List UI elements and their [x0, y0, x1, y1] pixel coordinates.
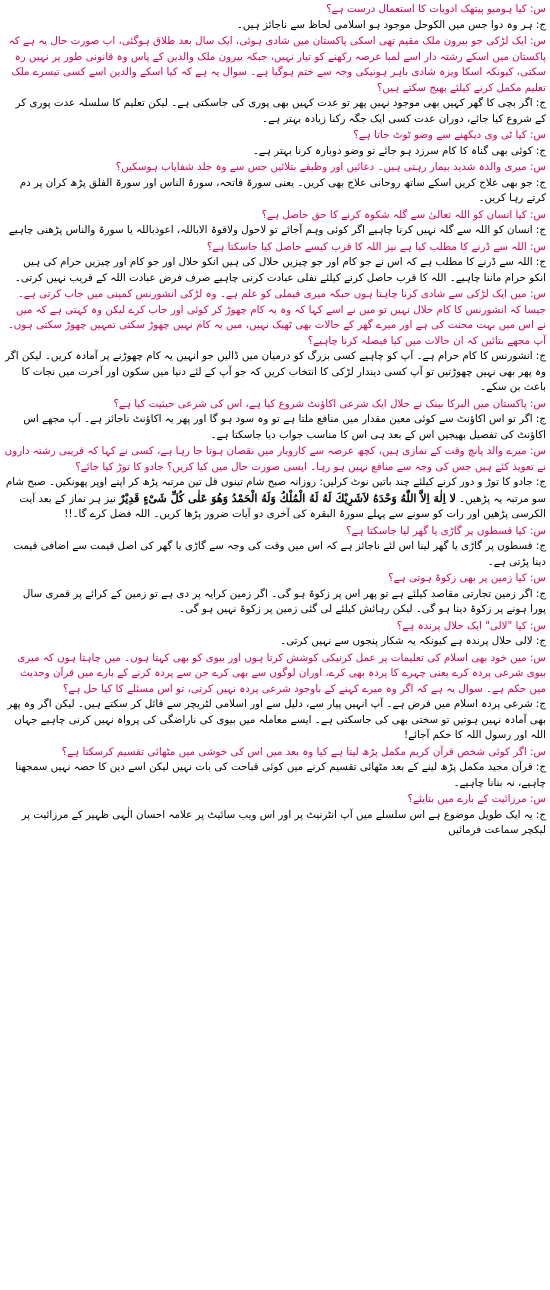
qa-pair-15 [4, 792, 546, 840]
question-12: س: کیا "لالی" ایک حلال پرندہ ہے؟ [396, 619, 546, 632]
question-1: س: کیا ہومیو پیتھک ادویات کا استعمال درست ہے؟ [326, 3, 546, 15]
question-6: س: اللہ سے ڈرنے کا مطلب کیا ہے نیز اللہ کا قرب کیسے حاصل کیا جاسکتا ہے؟ [206, 240, 546, 253]
answer-13: ج: شرعی پردہ اسلام میں فرض ہے۔ آپ انہیں پیار سے، دلیل سے اور اسلامی لٹریچر سے قائل کر سکتے ہیں۔ لیکن اگر وہ پھر بھی آمادہ نہیں ہوتیں تو سختی بھی کی جاسکتی ہے۔ ایسے معاملہ میں بیوی کی ناراضگی کی پرواہ نہیں کرنی چاہیے جہاں اللہ اور رسول اللہ کا حکم آجائے! [7, 698, 546, 741]
qa-pair-11 [4, 571, 546, 619]
question-8: س: پاکستان میں البرکا بینک نے حلال ایک شرعی اکاؤنٹ شروع کیا ہے، اس کی شرعی حیثیت کیا ہے؟ [113, 397, 546, 410]
question-4: س: میری والدہ شدید بیمار رہتی ہیں۔ دعائیں اور وظیفے بتلائیں جس سے وہ جلد شفایاب ہوسکیں؟ [115, 161, 546, 173]
qa-pair-2 [4, 34, 546, 128]
qa-pair-5 [4, 208, 546, 240]
question-3: س: کیا ٹی وی دیکھنے سے وضو ٹوٹ جاتا ہے؟ [353, 129, 546, 141]
qa-pair-7 [4, 287, 546, 397]
qa-pair-14 [4, 745, 546, 793]
answer-10: ج: قسطوں پر گاڑی یا گھر لینا اس لئے ناجائز ہے کہ اس میں وقت کی وجہ سے گاڑی یا گھر کی اصل قیمت سے اضافی قیمت دینا پڑتی ہے۔ [13, 540, 546, 568]
answer-8: ج: اگر تو اس اکاؤنٹ سے کوئی معین مقدار میں منافع ملتا ہے تو وہ سود ہو گا اور پھر یہ اکاؤنٹ ناجائز ہے۔ آپ مجھے اس اکاؤنٹ کی تفصیل بھیجیں اس کے بعد ہی اس کا مناسب جواب دیا جاسکتا ہے۔ [23, 413, 546, 441]
answer-9 [4, 475, 546, 523]
qa-pair-4 [4, 160, 546, 208]
answer-2: ج: اگر بچی کا گھر کہیں بھی موجود نہیں پھر تو عدت کہیں بھی پوری کی جاسکتی ہے۔ لیکن تعلیم کا سلسلہ عدت پوری کر کے شروع کیا جائے، دوران عدت کسی ایک جگہ رکنا زیادہ بہتر ہے۔ [15, 97, 546, 125]
question-7: س: میں ایک لڑکی سے شادی کرنا چاہتا ہوں جبکہ میری فیملی کو علم ہے۔ وہ لڑکی انشورنس کمپنی میں جاب کرتی ہے۔ جیسا کہ انشورنس کا کام حلال نہیں تو میں نے اسے کہا کہ وہ یہ کام چھوڑ کر کوئی اور جاب کرے لیکن وہ کہتی ہے کہ میں نے اس میں بہت محنت کی ہے اور میرے گھر کے حالات بھی ٹھیک نہیں، میں یہ کام نہیں چھوڑ سکتی تمہیں چھوڑ سکتی ہوں۔ آپ مجھے بتائیں کہ ان حالات میں کیا فیصلہ کرنا چاہیے؟ [7, 288, 546, 347]
answer-4: ج: جو بھی علاج کریں اسکے ساتھ روحانی علاج بھی کریں۔ یعنی سورۃ فاتحہ، سورۃ الناس اور سورۃ الفلق پڑھ کران پر دم کرتے رہا کریں۔ [19, 176, 546, 204]
answer-9-outro: نیز ہر نماز کے بعد آیت الکرسی پڑھیں اور رات کو سونے سے پہلے سورۃ البقرہ کی آخری دو آیات ضرور پڑھا کریں۔ اللہ فضل کرے گا۔!! [19, 492, 546, 520]
answer-7: ج: انشورنس کا کام حرام ہے۔ آپ کو چاہیے کسی بزرگ کو درمیان میں ڈالیں جو انہیں یہ کام چھوڑنے پر آمادہ کریں۔ لیکن اگر وہ پھر بھی نہیں چھوڑتیں تو آپ کسی دیندار لڑکی کا انتخاب کریں کہ جو آپ کے لئے دنیا میں سکون اور آخرت میں نجات کا باعث بن سکے۔ [5, 350, 546, 393]
question-13: س: میں خود بھی اسلام کی تعلیمات پر عمل کرنیکی کوشش کرتا ہوں اور بیوی کو بھی کہتا ہوں۔ میں چاہتا ہوں کہ میری بیوی شرعی پردہ کرے یعنی چہرے کا پردہ بھی کرے، اوران لوگوں سے بھی کرے جن سے پردہ کرنے کے بارے میں قرآن وحدیث میں حکم ہے۔ سوال یہ ہے کہ اگر وہ میرے کہنے کے باوجود شرعی پردہ نہیں کرتی، تو اس مسئلے کا کیا حل ہے؟ [17, 651, 546, 695]
answer-9-intro: ج: جادو کا توڑ و دور کرنے کیلئے چند باتیں نوٹ کرلیں: روزانہ صبح شام تینوں قل تین مرتبہ پڑھ کر اپنے اوپر پھونکیں۔ صبح شام سو مرتبہ یہ پڑھیں۔ [5, 476, 546, 505]
answer-6: ج: اللہ سے ڈرنے کا مطلب ہے کہ اس نے جو کام اور جو چیزیں حلال کی ہیں انکو حلال اور جو کام اور چیزیں حرام کی ہیں انکو حرام ماننا چاہیے۔ اللہ کا قرب حاصل کرنے کیلئے نفلی عبادت کرنی چاہیے صرف فرض عبادت اللہ کے قریب نہیں کرتی۔ [14, 256, 546, 284]
qa-pair-9 [4, 444, 546, 524]
answer-5: ج: انسان کو اللہ سے گلہ نہیں کرنا چاہیے اگر کوئی وہم آجائے تو لاحول ولاقوۃ الاباللہ، اعوذباللہ یا سورۃ والناس پڑھنی چاہیے [8, 224, 546, 236]
qa-pair-8 [4, 397, 546, 445]
answer-12: ج: لالی حلال پرندہ ہے کیونکہ یہ شکار پنجوں سے نہیں کرتی۔ [280, 635, 546, 647]
question-15: س: مرزائیت کے بارے میں بتایئے؟ [407, 793, 546, 805]
answer-3: ج: کوئی بھی گناہ کا کام سرزد ہو جائے تو وضو دوبارہ کرنا بہتر ہے۔ [252, 144, 546, 157]
qa-pair-6 [4, 240, 546, 288]
qa-pair-3 [4, 128, 546, 160]
question-9: س: میرے والد پانچ وقت کے نمازی ہیں، کچھ عرصہ سے کاروبار میں نقصان ہوتا جا رہا ہے، کسی نے کہا کہ قریبی رشتہ داروں نے تعویذ کئے ہیں جس کی وجہ سے منافع نہیں ہو رہا۔ ایسی صورت حال میں کیا کریں؟ جادو کا توڑ کیا جائے؟ [4, 445, 546, 473]
qa-pair-13 [4, 651, 546, 745]
answer-11: ج: اگر زمین تجارتی مقاصد کیلئے ہے تو پھر اس پر زکوۃ ہو گی۔ اگر زمین کرایہ پر دی ہے تو زمین کے کرائے پر قمری سال پورا ہونے پر زکوۃ دینا ہو گی۔ لیکن رہائش کیلئے لی گئی زمین پر زکوۃ نہیں ہو گی۔ [22, 587, 546, 615]
answer-14: ج: قرآن مجید مکمل پڑھ لینے کے بعد مٹھائی تقسیم کرنے میں کوئی قباحت کی بات نہیں لیکن اسے دین کا حصہ نہیں سمجھنا چاہیے، نہ بنانا چاہیے۔ [15, 761, 546, 789]
question-5: س: کیا انسان کو اللہ تعالیٰ سے گلہ شکوہ کرنے کا حق حاصل ہے؟ [261, 208, 546, 221]
question-2: س: ایک لڑکی جو بیرون ملک مقیم تھی اسکی پاکستان میں شادی ہوئی، ایک سال بعد طلاق ہوگئی، اب صورت حال یہ ہے کہ پاکستان میں اسکے رشتہ دار اسے لمبا عرصہ رکھنے کو تیار نہیں، جبکہ بیرون ملک والدین کے پاس وہ قانونی طور پر نہیں رہ سکتی، کیونکہ اسکا ویزہ شادی باہر ہونیکی وجہ سے ختم ہوگیا ہے۔ سوال یہ ہے کہ کیا اسکے والدین اسے کسی تیسرے ملک تعلیم مکمل کرنے کیلئے بھیج سکتے ہیں؟ [8, 35, 546, 94]
question-11: س: کیا زمین پر بھی زکوۃ ہوتی ہے؟ [388, 572, 546, 584]
answer-1: ج: ہر وہ دوا جس میں الکوحل موجود ہو اسلامی لحاظ سے ناجائز ہیں۔ [236, 18, 546, 31]
qa-pair-10 [4, 524, 546, 572]
answer-15: ج: یہ ایک طویل موضوع ہے اس سلسلے میں آپ انٹرنیٹ پر اور اس ویب سائیٹ پر علامہ احسان الٰہی ظہیر کے مرزائیت پر لیکچر سماعت فرمائیں [21, 808, 546, 836]
qa-pair-1 [4, 2, 546, 34]
arabic-dua: لا اِلٰهَ اِلاَّ اللّٰهُ وَحْدَهُ لاَشَرِیْكَ لَهُ لَهُ الْمُلْكُ وَلَهُ الْحَمْدُ وَهُوَ عَلٰى كُلِّ شَیْءٍ قَدِیْرٌ [119, 491, 456, 505]
qa-pair-12 [4, 619, 546, 651]
question-10: س: کیا قسطوں پر گاڑی یا گھر لیا جاسکتا ہے؟ [345, 524, 546, 537]
question-14: س: اگر کوئی شخص قرآن کریم مکمل پڑھ لیتا ہے کیا وہ بعد میں اس کی خوشی میں مٹھائی تقسیم کرسکتا ہے؟ [61, 745, 546, 758]
